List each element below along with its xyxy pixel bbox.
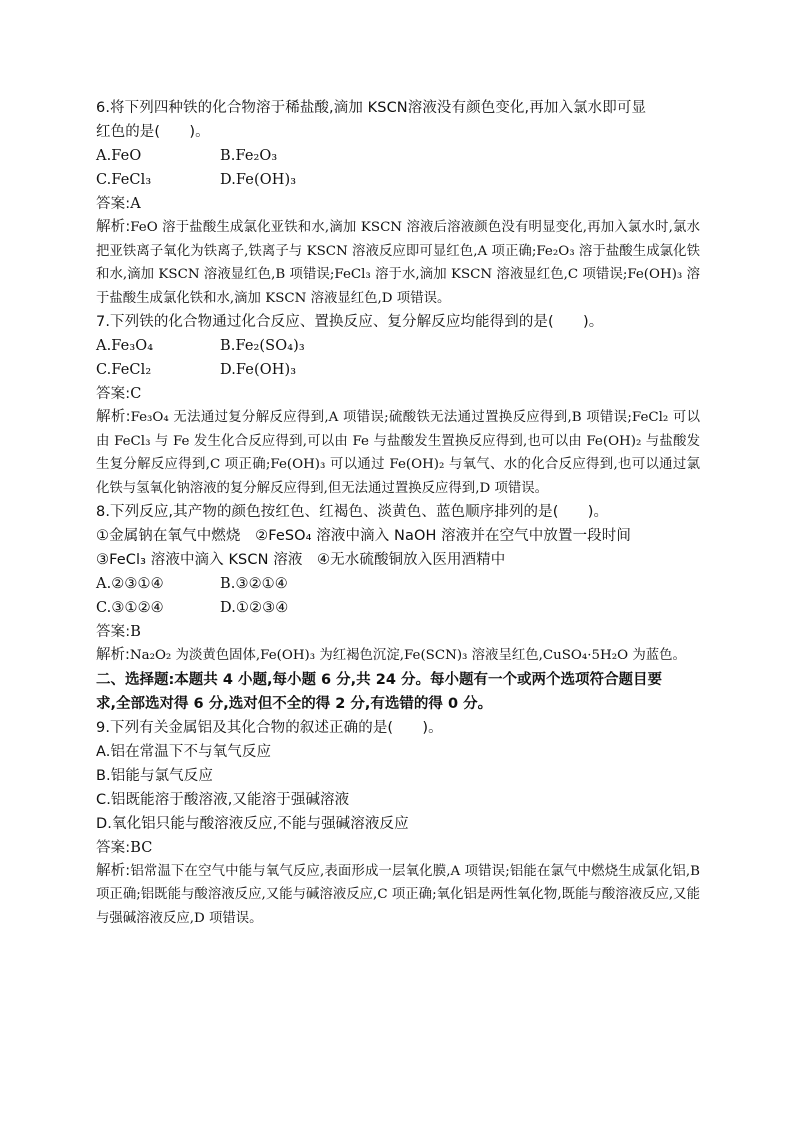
section-instructions: 求,全部选对得 6 分,选对但不全的得 2 分,有选错的得 0 分。 [96, 695, 493, 712]
explanation-label: 解析: [96, 647, 130, 663]
option-a: A.FeO [96, 148, 142, 164]
option-a: A.铝在常温下不与氧气反应 [96, 743, 272, 760]
question-stem: 8.下列反应,其产物的颜色按红色、红褐色、淡黄色、蓝色顺序排列的是( )。 [96, 504, 609, 520]
explanation [96, 406, 700, 500]
answer-value: B [130, 624, 141, 640]
answer-value: BC [130, 839, 153, 856]
answer-value: C [130, 386, 142, 402]
explanation [96, 644, 700, 668]
option-c: C.铝既能溶于酸溶液,又能溶于强碱溶液 [96, 791, 350, 808]
options-row [96, 572, 700, 596]
options-row [96, 596, 700, 620]
explanation-label: 解析: [96, 409, 131, 425]
option-b: B.Fe₂O₃ [220, 148, 278, 164]
question-items: ①金属钠在氧气中燃烧 ②FeSO₄ 溶液中滴入 NaOH 溶液并在空气中放置一段时间 [96, 528, 631, 544]
question-stem: 6.将下列四种铁的化合物溶于稀盐酸,滴加 KSCN溶液没有颜色变化,再加入氯水即可显 [96, 100, 647, 116]
options-row [96, 334, 700, 358]
answer-label: 答案: [96, 386, 131, 402]
explanation-text: Fe₃O₄ 无法通过复分解反应得到,A 项错误;硫酸铁无法通过置换反应得到,B 项错误;FeCl₂ 可以由 FeCl₃ 与 Fe 发生化合反应得到,可以由 Fe 与盐酸发生置换反应得到,也可以由 Fe(OH)₂ 与盐酸发生复分解反应得到,C 项正确;Fe(OH)₃ 可以通过 Fe(OH)₂ 与氧气、水的化合反应得到,也可以通过氯化铁与氢氧化钠溶液的复分解反应得到,但无法通过置换反应得到,D 项错误。 [96, 410, 700, 496]
answer-label: 答案: [96, 624, 131, 640]
option-d: D.Fe(OH)₃ [220, 362, 297, 378]
explanation-label: 解析: [96, 219, 131, 235]
option-d: D.①②③④ [220, 600, 289, 616]
question-items: ③FeCl₃ 溶液中滴入 KSCN 溶液 ④无水硫酸铜放入医用酒精中 [96, 552, 506, 568]
option-b: B.铝能与氯气反应 [96, 767, 213, 784]
option-a: A.②③①④ [96, 576, 164, 592]
option-c: C.FeCl₃ [96, 172, 152, 188]
explanation-label: 解析: [96, 862, 131, 879]
explanation-text: 铝常温下在空气中能与氧气反应,表面形成一层氧化膜,A 项错误;铝能在氯气中燃烧生成氯化铝,B 项正确;铝既能与酸溶液反应,又能与碱溶液反应,C 项正确;氧化铝是两性氧化物,既能与酸溶液反应,又能与强碱溶液反应,D 项错误。 [96, 863, 701, 926]
answer-line [96, 620, 700, 644]
option-c: C.③①②④ [96, 600, 164, 616]
question-9 [96, 716, 700, 931]
options-row [96, 168, 700, 192]
option-c: C.FeCl₂ [96, 362, 152, 378]
explanation [96, 216, 700, 310]
answer-value: A [130, 196, 141, 212]
answer-line [96, 382, 700, 406]
option-b: B.③②①④ [220, 576, 288, 592]
question-6 [96, 96, 700, 310]
answer-label: 答案: [96, 839, 131, 856]
option-a: A.Fe₃O₄ [96, 338, 154, 354]
option-d: D.Fe(OH)₃ [220, 172, 297, 188]
answer-line [96, 836, 700, 860]
section-header [96, 668, 700, 716]
question-stem: 7.下列铁的化合物通过化合反应、置换反应、复分解反应均能得到的是( )。 [96, 314, 604, 330]
explanation-text: FeO 溶于盐酸生成氯化亚铁和水,滴加 KSCN 溶液后溶液颜色没有明显变化,再加入氯水时,氯水把亚铁离子氧化为铁离子,铁离子与 KSCN 溶液反应即可显红色,A 项正确;Fe₂O₃ 溶于盐酸生成氯化铁和水,滴加 KSCN 溶液显红色,B 项错误;FeCl₃ 溶于水,滴加 KSCN 溶液显红色,C 项错误;Fe(OH)₃ 溶于盐酸生成氯化铁和水,滴加 KSCN 溶液显红色,D 项错误。 [96, 220, 700, 306]
question-7 [96, 310, 700, 500]
section-instructions: 二、选择题:本题共 4 小题,每小题 6 分,共 24 分。每小题有一个或两个选项符合题目要 [96, 671, 662, 688]
explanation-text: Na₂O₂ 为淡黄色固体,Fe(OH)₃ 为红褐色沉淀,Fe(SCN)₃ 溶液呈红色,CuSO₄·5H₂O 为蓝色。 [129, 648, 686, 663]
answer-label: 答案: [96, 196, 131, 212]
document-page [96, 96, 700, 930]
explanation [96, 860, 700, 931]
option-b: B.Fe₂(SO₄)₃ [220, 338, 305, 354]
option-d: D.氧化铝只能与酸溶液反应,不能与强碱溶液反应 [96, 815, 409, 832]
options-row [96, 144, 700, 168]
question-8 [96, 500, 700, 668]
question-stem: 红色的是( )。 [96, 124, 210, 140]
answer-line [96, 192, 700, 216]
options-row [96, 358, 700, 382]
question-stem: 9.下列有关金属铝及其化合物的叙述正确的是( )。 [96, 719, 443, 736]
